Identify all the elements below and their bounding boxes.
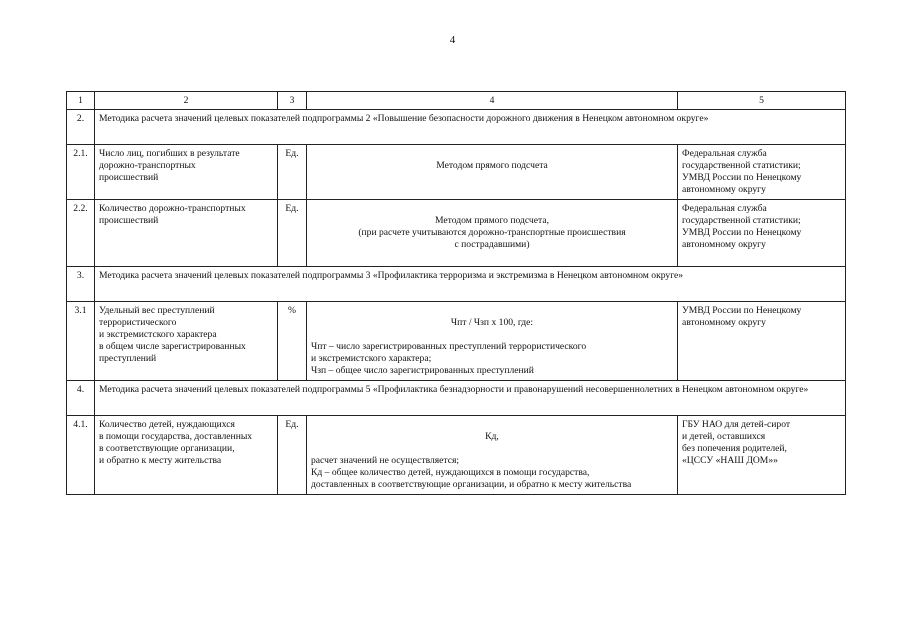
column-header: 2 bbox=[95, 92, 278, 110]
column-header: 5 bbox=[678, 92, 846, 110]
method-title: Методом прямого подсчета, (при расчете учитываются дорожно-транспортные происшествия с пострадавшими) bbox=[358, 215, 626, 250]
method-cell bbox=[307, 416, 678, 495]
section-title: Методика расчета значений целевых показателей подпрограммы 5 «Профилактика безнадзорности и правонарушений несовершеннолетних в Ненецком автономном округе» bbox=[95, 381, 846, 416]
methodics-table bbox=[66, 91, 846, 495]
indicator-name: Число лиц, погибших в результате дорожно-транспортных происшествий bbox=[95, 145, 278, 200]
method-cell bbox=[307, 145, 678, 200]
source-cell: УМВД России по Ненецкому автономному округу bbox=[678, 302, 846, 381]
table-header-row bbox=[67, 92, 846, 110]
row-number: 4. bbox=[67, 381, 95, 416]
row-number: 3.1 bbox=[67, 302, 95, 381]
indicator-name: Удельный вес преступлений террористического и экстремистского характера в общем числе зарегистрированных преступлений bbox=[95, 302, 278, 381]
row-number: 2.1. bbox=[67, 145, 95, 200]
method-description: расчет значений не осуществляется; Кд – общее количество детей, нуждающихся в помощи государства, доставленных в соответствующие организации, и обратно к месту жительства bbox=[311, 455, 632, 490]
table-row bbox=[67, 200, 846, 267]
row-number: 2. bbox=[67, 110, 95, 145]
method-cell bbox=[307, 302, 678, 381]
section-title: Методика расчета значений целевых показателей подпрограммы 3 «Профилактика терроризма и экстремизма в Ненецком автономном округе» bbox=[95, 267, 846, 302]
method-title: Методом прямого подсчета bbox=[436, 160, 548, 171]
table-row bbox=[67, 416, 846, 495]
source-cell: Федеральная служба государственной статистики; УМВД России по Ненецкому автономному округу bbox=[678, 145, 846, 200]
unit-cell: % bbox=[278, 302, 307, 381]
source-cell: Федеральная служба государственной статистики; УМВД России по Ненецкому автономному округу bbox=[678, 200, 846, 267]
column-header: 3 bbox=[278, 92, 307, 110]
row-number: 2.2. bbox=[67, 200, 95, 267]
table-row bbox=[67, 302, 846, 381]
page-number: 4 bbox=[449, 34, 456, 46]
section-row bbox=[67, 381, 846, 416]
unit-cell: Ед. bbox=[278, 416, 307, 495]
method-cell bbox=[307, 200, 678, 267]
unit-cell: Ед. bbox=[278, 145, 307, 200]
source-cell: ГБУ НАО для детей-сирот и детей, оставшихся без попечения родителей, «ЦССУ «НАШ ДОМ»» bbox=[678, 416, 846, 495]
indicator-name: Количество дорожно-транспортных происшествий bbox=[95, 200, 278, 267]
row-number: 3. bbox=[67, 267, 95, 302]
column-header: 1 bbox=[67, 92, 95, 110]
section-title: Методика расчета значений целевых показателей подпрограммы 2 «Повышение безопасности дорожного движения в Ненецком автономном округе» bbox=[95, 110, 846, 145]
table-row bbox=[67, 145, 846, 200]
method-description: Чпт – число зарегистрированных преступлений террористического и экстремистского характера; Чзп – общее число зарегистрированных преступлений bbox=[311, 341, 587, 376]
unit-cell: Ед. bbox=[278, 200, 307, 267]
section-row bbox=[67, 267, 846, 302]
method-formula: Чпт / Чзп х 100, где: bbox=[450, 317, 534, 328]
method-formula: Кд, bbox=[485, 431, 499, 442]
row-number: 4.1. bbox=[67, 416, 95, 495]
column-header: 4 bbox=[307, 92, 678, 110]
section-row bbox=[67, 110, 846, 145]
indicator-name: Количество детей, нуждающихся в помощи государства, доставленных в соответствующие организации, и обратно к месту жительства bbox=[95, 416, 278, 495]
